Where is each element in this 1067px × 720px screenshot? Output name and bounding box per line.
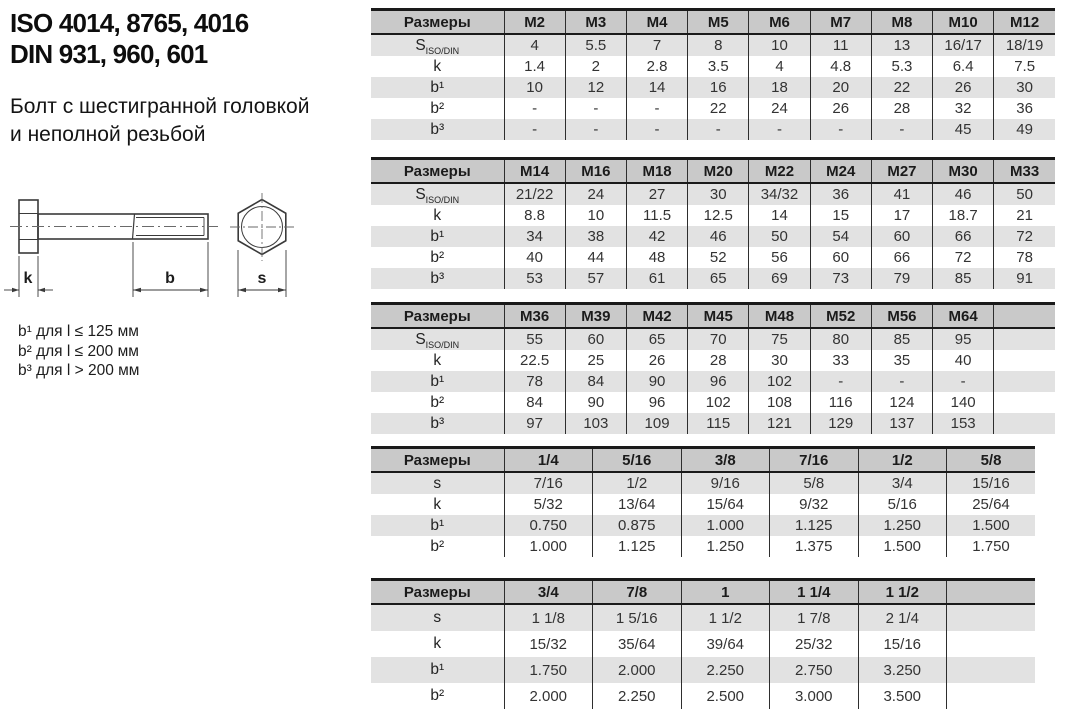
table-cell (994, 392, 1055, 413)
table-cell: 1.125 (770, 515, 859, 536)
row-label: k (433, 57, 442, 75)
table-cell: 40 (504, 247, 565, 268)
table-cell: 84 (565, 371, 626, 392)
dim-label-k: k (23, 270, 33, 287)
size-column-header: 3/8 (681, 448, 770, 473)
table-cell: 2 1/4 (858, 604, 947, 631)
table-cell: 35/64 (593, 631, 682, 657)
size-column-header: 1 1/2 (858, 580, 947, 605)
size-column-header: 7/8 (593, 580, 682, 605)
table-cell: 36 (994, 98, 1055, 119)
table-cell: 116 (810, 392, 871, 413)
table-cell: 90 (626, 371, 687, 392)
table-cell: 6.4 (933, 56, 994, 77)
table-cell: 61 (626, 268, 687, 289)
table-cell: 55 (504, 328, 565, 350)
row-label: k (433, 635, 442, 652)
table-cell: 137 (871, 413, 932, 434)
table-cell: 0.750 (504, 515, 593, 536)
table-cell: 73 (810, 268, 871, 289)
row-label: b¹ (430, 372, 445, 390)
size-column-header: M45 (688, 304, 749, 329)
table-header-row (371, 448, 1035, 473)
table-row (371, 657, 1035, 683)
table-cell: 42 (626, 226, 687, 247)
note-b1: b¹ для l ≤ 125 мм (18, 323, 139, 340)
row-label: b³ (430, 269, 445, 287)
size-column-header: 1 (681, 580, 770, 605)
row-label: b¹ (430, 661, 445, 678)
row-label: b² (430, 393, 445, 411)
size-column-header: M39 (565, 304, 626, 329)
table-cell: 57 (565, 268, 626, 289)
sizes-corner-header: Размеры (371, 304, 504, 329)
size-column-header: M56 (871, 304, 932, 329)
size-column-header: M27 (871, 159, 932, 184)
size-column-header: M2 (504, 10, 565, 35)
size-column-header: M33 (994, 159, 1055, 184)
table-cell: 48 (626, 247, 687, 268)
table-cell: - (504, 98, 565, 119)
table-cell: 5/32 (504, 494, 593, 515)
table-cell: - (871, 371, 932, 392)
table-cell: 25/64 (947, 494, 1036, 515)
table-cell: 50 (749, 226, 810, 247)
row-label: b¹ (430, 516, 445, 534)
size-column-header: M10 (933, 10, 994, 35)
table-cell: 5.3 (871, 56, 932, 77)
table-cell (994, 413, 1055, 434)
table-cell: 22 (688, 98, 749, 119)
size-column-header: M42 (626, 304, 687, 329)
table-cell: 2.8 (626, 56, 687, 77)
table-cell: 69 (749, 268, 810, 289)
size-column-header: M64 (933, 304, 994, 329)
table-cell: 1.4 (504, 56, 565, 77)
bolt-drawing (0, 190, 340, 315)
size-column-header: M24 (810, 159, 871, 184)
table-cell: 24 (749, 98, 810, 119)
table-cell: 33 (810, 350, 871, 371)
table-cell: 153 (933, 413, 994, 434)
dimension-table-metric-m2-m12 (371, 8, 1055, 140)
table-cell: 1.375 (770, 536, 859, 557)
table-cell: 18.7 (933, 205, 994, 226)
size-column-header: M20 (688, 159, 749, 184)
table-cell: 124 (871, 392, 932, 413)
table-cell: 90 (565, 392, 626, 413)
table-cell: 109 (626, 413, 687, 434)
table-cell: 2.250 (593, 683, 682, 709)
row-label: b³ (430, 414, 445, 432)
table-cell: 30 (749, 350, 810, 371)
table-cell: 65 (688, 268, 749, 289)
dimension-table-metric-m14-m33 (371, 157, 1055, 289)
size-column-header: M5 (688, 10, 749, 35)
table-cell: - (749, 119, 810, 140)
table-cell: 13 (871, 34, 932, 56)
table-cell: 0.875 (593, 515, 682, 536)
table-cell: 35 (871, 350, 932, 371)
table-cell: 22.5 (504, 350, 565, 371)
table-row (371, 98, 1055, 119)
table-row (371, 472, 1035, 494)
bolt-description-line1: Болт с шестигранной головкой (10, 95, 310, 118)
table-cell: 56 (749, 247, 810, 268)
size-column-header: M14 (504, 159, 565, 184)
table-cell: 26 (626, 350, 687, 371)
table-cell: 78 (504, 371, 565, 392)
size-column-header: 1 1/4 (770, 580, 859, 605)
note-b3: b³ для l > 200 мм (18, 362, 140, 379)
table-cell: 10 (749, 34, 810, 56)
table-cell: 78 (994, 247, 1055, 268)
table-cell: 14 (749, 205, 810, 226)
table-cell (994, 350, 1055, 371)
table-cell: 13/64 (593, 494, 682, 515)
table-cell: 36 (810, 183, 871, 205)
table-cell: 10 (504, 77, 565, 98)
table-cell: 54 (810, 226, 871, 247)
table-cell: 24 (565, 183, 626, 205)
size-column-header: M8 (871, 10, 932, 35)
table-cell: 46 (933, 183, 994, 205)
size-column-header: M7 (810, 10, 871, 35)
table-row (371, 34, 1055, 56)
table-cell: 12.5 (688, 205, 749, 226)
table-cell: 18 (749, 77, 810, 98)
table-cell: 30 (688, 183, 749, 205)
size-column-header: M36 (504, 304, 565, 329)
table-row (371, 604, 1035, 631)
size-column-header: M52 (810, 304, 871, 329)
row-label: k (433, 495, 442, 513)
table-cell: - (504, 119, 565, 140)
table-cell: 49 (994, 119, 1055, 140)
length-notes (18, 322, 139, 381)
row-label: b³ (430, 120, 445, 138)
table-cell: 15/16 (947, 472, 1036, 494)
table-cell (947, 604, 1036, 631)
size-column-header: M4 (626, 10, 687, 35)
table-cell (947, 631, 1036, 657)
table-cell: 4 (504, 34, 565, 56)
table-cell: 1/2 (593, 472, 682, 494)
table-cell: 102 (688, 392, 749, 413)
table-cell: 3.000 (770, 683, 859, 709)
table-cell: 2.000 (593, 657, 682, 683)
table-cell: 1 5/16 (593, 604, 682, 631)
table-cell: 15/32 (504, 631, 593, 657)
table-header-row (371, 159, 1055, 184)
table-cell: 39/64 (681, 631, 770, 657)
table-row (371, 515, 1035, 536)
table-cell: 80 (810, 328, 871, 350)
size-column-header: 3/4 (504, 580, 593, 605)
table-cell: 12 (565, 77, 626, 98)
row-label: k (433, 206, 442, 224)
table-cell: 16/17 (933, 34, 994, 56)
table-cell: 121 (749, 413, 810, 434)
table-cell: 72 (994, 226, 1055, 247)
table-cell: 5/8 (770, 472, 859, 494)
dimension-table-inch-small (371, 446, 1035, 557)
size-column-header: M18 (626, 159, 687, 184)
table-cell: 3.250 (858, 657, 947, 683)
table-cell: 30 (994, 77, 1055, 98)
table-cell: 1 1/8 (504, 604, 593, 631)
table-cell: 1.125 (593, 536, 682, 557)
table-cell: 75 (749, 328, 810, 350)
table-cell: 7 (626, 34, 687, 56)
table-cell: 108 (749, 392, 810, 413)
size-column-header (994, 304, 1055, 329)
table-cell: 41 (871, 183, 932, 205)
table-cell: 85 (933, 268, 994, 289)
size-column-header: M12 (994, 10, 1055, 35)
table-cell: 2.000 (504, 683, 593, 709)
table-cell: 2 (565, 56, 626, 77)
table-cell: 4 (749, 56, 810, 77)
table-cell: 50 (994, 183, 1055, 205)
size-column-header: 7/16 (770, 448, 859, 473)
table-cell: 40 (933, 350, 994, 371)
table-cell: 5/16 (858, 494, 947, 515)
row-label: b² (430, 537, 445, 555)
table-cell: 8 (688, 34, 749, 56)
table-cell: 2.500 (681, 683, 770, 709)
table-cell: - (933, 371, 994, 392)
table-cell: 15 (810, 205, 871, 226)
table-cell: 95 (933, 328, 994, 350)
table-cell: 16 (688, 77, 749, 98)
table-cell: 20 (810, 77, 871, 98)
row-label: b² (430, 99, 445, 117)
table-row (371, 392, 1055, 413)
table-cell: 102 (749, 371, 810, 392)
table-header-row (371, 580, 1035, 605)
table-row (371, 56, 1055, 77)
table-cell: 1.000 (504, 536, 593, 557)
table-cell: 140 (933, 392, 994, 413)
table-cell: 15/16 (858, 631, 947, 657)
table-cell: 11.5 (626, 205, 687, 226)
table-cell: 1.500 (947, 515, 1036, 536)
table-cell: 1.500 (858, 536, 947, 557)
row-label: b² (430, 248, 445, 266)
row-label: b¹ (430, 78, 445, 96)
table-cell: 66 (871, 247, 932, 268)
table-cell: 53 (504, 268, 565, 289)
table-cell: 45 (933, 119, 994, 140)
table-row (371, 119, 1055, 140)
table-cell: 46 (688, 226, 749, 247)
row-label: s (433, 474, 442, 492)
table-row (371, 536, 1035, 557)
table-cell: 44 (565, 247, 626, 268)
table-cell: 8.8 (504, 205, 565, 226)
table-cell: - (810, 119, 871, 140)
dim-label-s: s (257, 270, 267, 287)
table-header-row (371, 304, 1055, 329)
table-cell: 1.750 (504, 657, 593, 683)
table-row (371, 205, 1055, 226)
table-cell: 1.750 (947, 536, 1036, 557)
note-b2: b² для l ≤ 200 мм (18, 342, 139, 360)
table-cell: 84 (504, 392, 565, 413)
table-cell: 9/16 (681, 472, 770, 494)
table-row (371, 350, 1055, 371)
table-cell: 34 (504, 226, 565, 247)
subtitle-block (10, 93, 365, 149)
table-cell: 28 (871, 98, 932, 119)
table-row (371, 683, 1035, 709)
row-label: b² (430, 687, 445, 704)
table-cell (947, 657, 1036, 683)
table-row (371, 631, 1035, 657)
table-cell: 97 (504, 413, 565, 434)
table-cell: 9/32 (770, 494, 859, 515)
table-cell: 4.8 (810, 56, 871, 77)
table-cell: 1 7/8 (770, 604, 859, 631)
table-cell: 15/64 (681, 494, 770, 515)
table-cell: 129 (810, 413, 871, 434)
table-cell: 72 (933, 247, 994, 268)
table-cell: 96 (626, 392, 687, 413)
table-cell: 1.250 (858, 515, 947, 536)
table-cell: 32 (933, 98, 994, 119)
table-row (371, 183, 1055, 205)
table-cell: - (565, 119, 626, 140)
table-cell: 60 (810, 247, 871, 268)
dimension-table-metric-m36-m64 (371, 302, 1055, 434)
row-label: s (433, 609, 442, 626)
table-cell: 26 (810, 98, 871, 119)
table-row (371, 494, 1035, 515)
row-label: $S_{ISO/DIN}$ (415, 36, 460, 56)
table-cell: 60 (871, 226, 932, 247)
table-row (371, 247, 1055, 268)
standard-iso-title: ISO 4014, 8765, 4016 (10, 8, 249, 38)
table-cell: 5.5 (565, 34, 626, 56)
table-cell: 27 (626, 183, 687, 205)
table-row (371, 413, 1055, 434)
table-cell: 103 (565, 413, 626, 434)
size-column-header: 5/8 (947, 448, 1036, 473)
table-header-row (371, 10, 1055, 35)
table-cell: 115 (688, 413, 749, 434)
table-cell: 1.250 (681, 536, 770, 557)
table-cell: 7/16 (504, 472, 593, 494)
table-cell: 3/4 (858, 472, 947, 494)
size-column-header: 1/2 (858, 448, 947, 473)
table-cell: 60 (565, 328, 626, 350)
table-cell: 21/22 (504, 183, 565, 205)
table-cell: 85 (871, 328, 932, 350)
dim-label-b: b (165, 270, 175, 287)
table-cell: 1.000 (681, 515, 770, 536)
table-cell (994, 371, 1055, 392)
size-column-header: M3 (565, 10, 626, 35)
sizes-corner-header: Размеры (371, 448, 504, 473)
table-cell: - (626, 98, 687, 119)
size-column-header: M16 (565, 159, 626, 184)
table-cell: 10 (565, 205, 626, 226)
size-column-header: M48 (749, 304, 810, 329)
table-cell: - (626, 119, 687, 140)
table-cell: 21 (994, 205, 1055, 226)
table-row (371, 328, 1055, 350)
dimension-table-inch-large (371, 578, 1035, 709)
row-label: $S_{ISO/DIN}$ (415, 330, 460, 350)
standard-din-title: DIN 931, 960, 601 (10, 39, 208, 69)
table-cell: 91 (994, 268, 1055, 289)
table-cell: - (565, 98, 626, 119)
size-column-header (947, 580, 1036, 605)
bolt-description-line2: и неполной резьбой (10, 123, 206, 146)
size-column-header: M30 (933, 159, 994, 184)
table-cell: 14 (626, 77, 687, 98)
table-cell: 2.750 (770, 657, 859, 683)
table-cell: 34/32 (749, 183, 810, 205)
table-cell (994, 328, 1055, 350)
row-label: k (433, 351, 442, 369)
table-row (371, 77, 1055, 98)
table-cell: - (871, 119, 932, 140)
table-row (371, 371, 1055, 392)
table-cell: 26 (933, 77, 994, 98)
table-row (371, 226, 1055, 247)
size-column-header: 5/16 (593, 448, 682, 473)
sizes-corner-header: Размеры (371, 580, 504, 605)
sizes-corner-header: Размеры (371, 10, 504, 35)
table-cell: 2.250 (681, 657, 770, 683)
sizes-corner-header: Размеры (371, 159, 504, 184)
row-label: b¹ (430, 227, 445, 245)
table-cell: 70 (688, 328, 749, 350)
table-cell: - (810, 371, 871, 392)
table-cell: 65 (626, 328, 687, 350)
size-column-header: M6 (749, 10, 810, 35)
table-cell: 17 (871, 205, 932, 226)
table-cell: 79 (871, 268, 932, 289)
table-cell: 7.5 (994, 56, 1055, 77)
table-cell (947, 683, 1036, 709)
table-cell: 66 (933, 226, 994, 247)
table-cell: 22 (871, 77, 932, 98)
table-cell: 25 (565, 350, 626, 371)
table-cell: - (688, 119, 749, 140)
table-cell: 3.500 (858, 683, 947, 709)
row-label: $S_{ISO/DIN}$ (415, 185, 460, 205)
table-cell: 3.5 (688, 56, 749, 77)
table-cell: 25/32 (770, 631, 859, 657)
table-cell: 52 (688, 247, 749, 268)
table-row (371, 268, 1055, 289)
table-cell: 28 (688, 350, 749, 371)
table-cell: 96 (688, 371, 749, 392)
table-cell: 1 1/2 (681, 604, 770, 631)
table-cell: 38 (565, 226, 626, 247)
size-column-header: M22 (749, 159, 810, 184)
size-column-header: 1/4 (504, 448, 593, 473)
title-block (10, 8, 365, 70)
table-cell: 18/19 (994, 34, 1055, 56)
table-cell: 11 (810, 34, 871, 56)
